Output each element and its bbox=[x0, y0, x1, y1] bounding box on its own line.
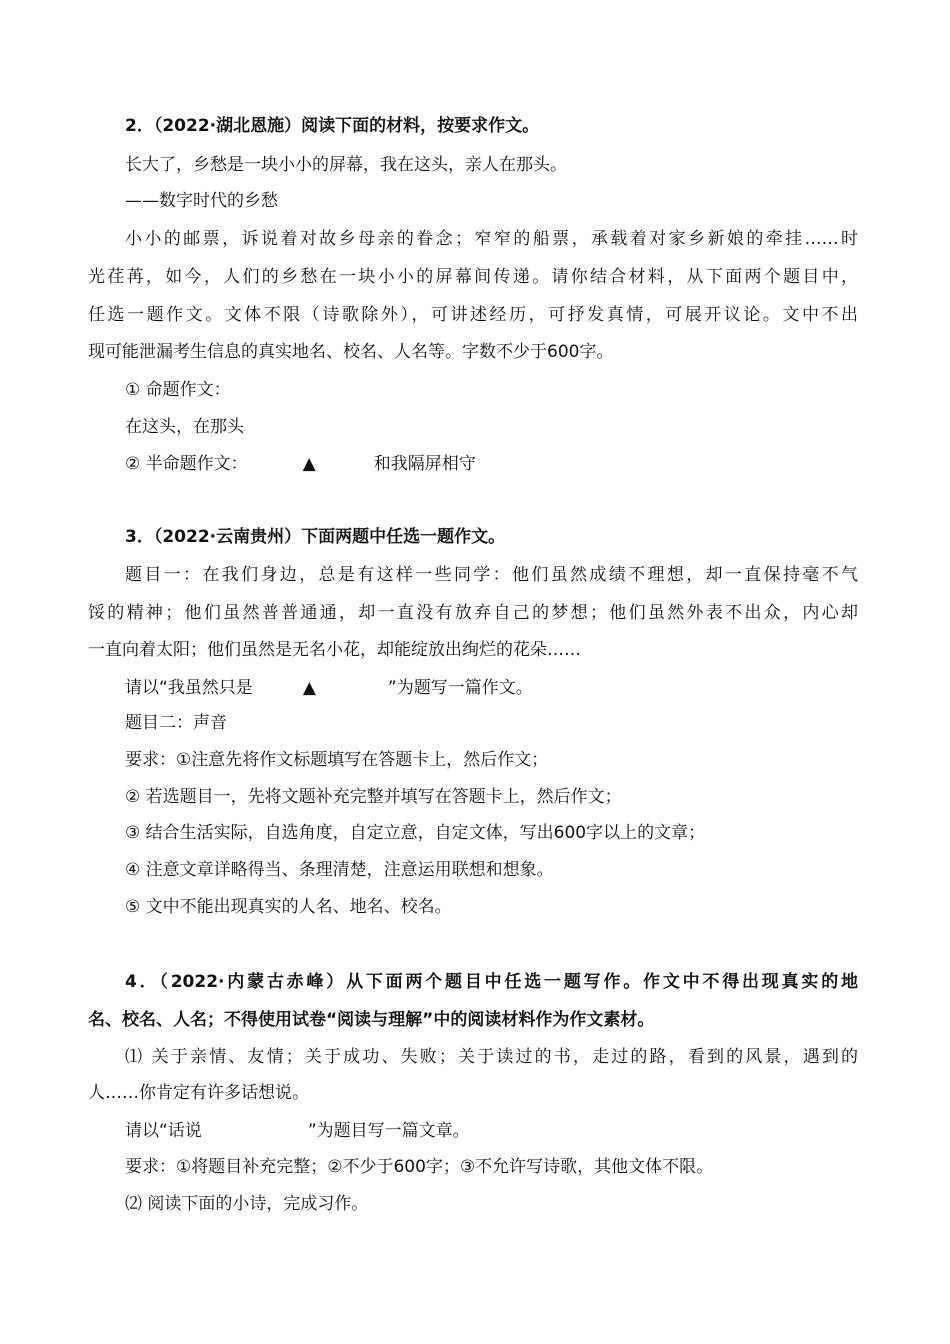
q4-prompt-tail: ”为题目写一篇文章。 bbox=[307, 1121, 470, 1141]
q2-paragraph-line-4: 现可能泄漏考生信息的真实地名、校名、人名等。字数不少于600字。 bbox=[88, 342, 614, 362]
q2-heading: 2．（2022·湖北恩施）阅读下面的材料，按要求作文。 bbox=[125, 116, 540, 136]
q2-paragraph-line-1: 小小的邮票，诉说着对故乡母亲的眷念；窄窄的船票，承载着对家乡新娘的牵挂……时 bbox=[125, 229, 858, 249]
q3-requirement-5: ⑤ 文中不能出现真实的人名、地名、校名。 bbox=[125, 897, 452, 917]
blank-triangle-icon: ▲ bbox=[302, 678, 316, 698]
q4-prompt-head: 请以“话说 bbox=[125, 1121, 202, 1141]
q3-topic-1-line-3: 一直向着太阳；他们虽然是无名小花，却能绽放出绚烂的花朵…… bbox=[88, 640, 581, 660]
q3-topic-1-line-1: 题目一：在我们身边，总是有这样一些同学：他们虽然成绩不理想，却一直保持毫不气 bbox=[125, 565, 858, 585]
q4-heading-line-2: 名、校名、人名；不得使用试卷“阅读与理解”中的阅读材料作为作文素材。 bbox=[88, 1010, 655, 1030]
q3-requirement-3: ③ 结合生活实际，自选角度，自定立意，自定文体，写出600字以上的文章； bbox=[125, 823, 706, 843]
q2-option-2-label: ② 半命题作文： bbox=[125, 454, 248, 474]
q4-prompt bbox=[125, 1119, 470, 1143]
q3-prompt-tail: ”为题写一篇作文。 bbox=[387, 678, 533, 698]
q2-quote-source: ——数字时代的乡愁 bbox=[125, 191, 278, 211]
q3-requirement-4: ④ 注意文章详略得当、条理清楚，注意运用联想和想象。 bbox=[125, 860, 554, 880]
q4-part-1-line-2: 人……你肯定有许多话想说。 bbox=[88, 1083, 309, 1103]
q2-option-2 bbox=[125, 452, 476, 476]
q2-paragraph-line-3: 任选一题作文。文体不限（诗歌除外），可讲述经历，可抒发真情，可展开议论。文中不出 bbox=[88, 305, 858, 325]
q3-heading: 3．（2022·云南贵州）下面两题中任选一题作文。 bbox=[125, 527, 506, 547]
blank-triangle-icon: ▲ bbox=[302, 454, 316, 474]
q4-part-1-line-1: ⑴ 关于亲情、友情；关于成功、失败；关于读过的书，走过的路，看到的风景，遇到的 bbox=[125, 1047, 858, 1067]
q3-prompt-head: 请以“我虽然只是 bbox=[125, 678, 253, 698]
q2-option-2-tail: 和我隔屏相守 bbox=[373, 454, 476, 474]
q3-topic-2: 题目二：声音 bbox=[125, 713, 227, 733]
q3-requirement-2: ② 若选题目一，先将文题补充完整并填写在答题卡上，然后作文； bbox=[125, 787, 622, 807]
q3-topic-1-line-2: 馁的精神；他们虽然普普通通，却一直没有放弃自己的梦想；他们虽然外表不出众，内心却 bbox=[88, 603, 858, 623]
q3-prompt bbox=[125, 676, 533, 700]
q2-option-1-title: 在这头，在那头 bbox=[125, 417, 244, 437]
q2-quote: 长大了，乡愁是一块小小的屏幕，我在这头，亲人在那头。 bbox=[125, 155, 567, 175]
q2-option-1-label: ① 命题作文： bbox=[125, 380, 231, 400]
q2-paragraph-line-2: 光荏苒，如今，人们的乡愁在一块小小的屏幕间传递。请你结合材料，从下面两个题目中， bbox=[88, 267, 858, 287]
q4-requirement: 要求：①将题目补充完整；②不少于600字；③不允许写诗歌，其他文体不限。 bbox=[125, 1157, 714, 1177]
q4-heading-line-1: 4．（2022·内蒙古赤峰）从下面两个题目中任选一题写作。作文中不得出现真实的地 bbox=[125, 972, 858, 992]
q4-part-2: ⑵ 阅读下面的小诗，完成习作。 bbox=[125, 1194, 369, 1214]
q3-requirement-1: 要求：①注意先将作文标题填写在答题卡上，然后作文； bbox=[125, 750, 549, 770]
